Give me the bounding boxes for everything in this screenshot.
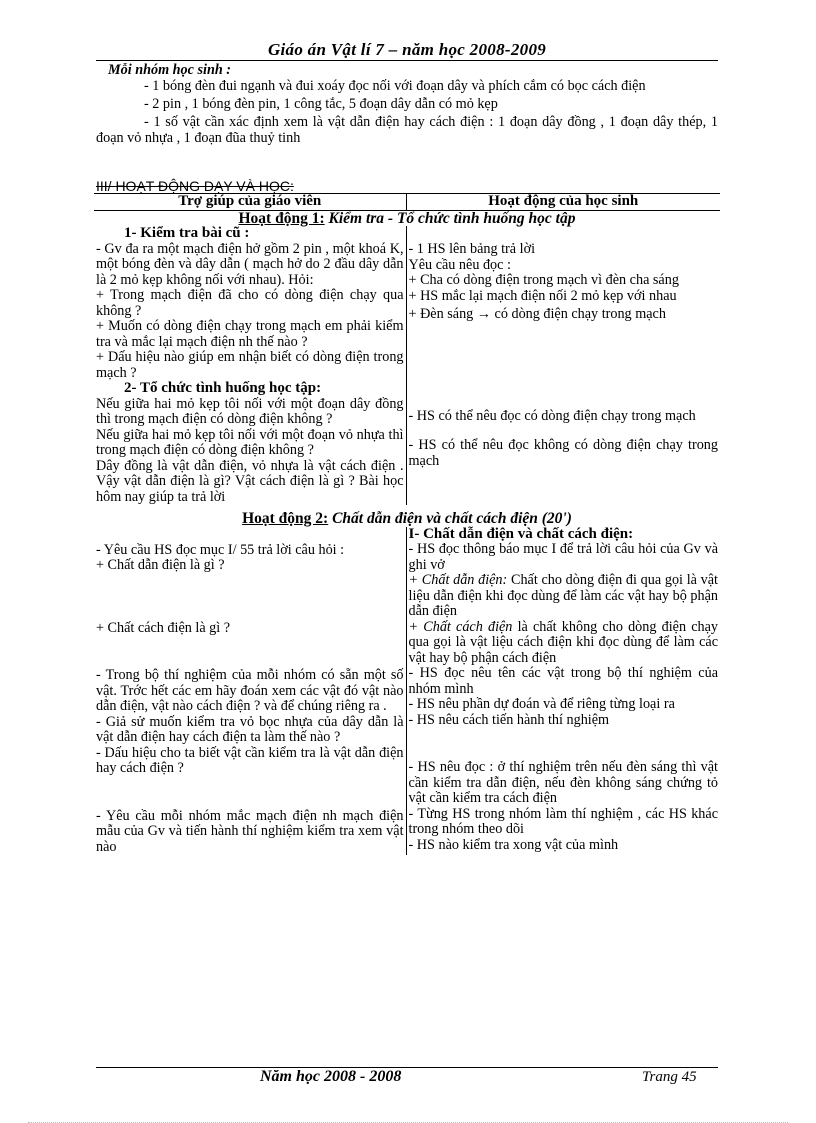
student-text: - HS nêu phần dự đoán và để riêng từng loại ra (408, 696, 675, 712)
activity-1-label: Hoạt động 1: (238, 209, 325, 227)
student-text: + Chất cách điện là chất không cho dòng điện chạy qua gọi là vật liệu cách điện khi đọc dùng để làm các vật hay bộ phận cách điện (408, 618, 719, 666)
student-cell (406, 226, 720, 505)
activity-1-row (94, 210, 720, 226)
teacher-text: - Trong bộ thí nghiệm của mỗi nhóm có sẵn một số vật. Trớc hết các em hãy đoán xem các vật đó vật nào dẫn điện, vật nào cách điện ? và để chúng riêng ra . (96, 667, 404, 714)
teacher-text: + Chất cách điện là gì ? (96, 619, 231, 636)
student-text: - HS đọc nêu tên các vật trong bộ thí nghiệm của nhóm mình (408, 665, 718, 697)
student-text: + Đèn sáng → có dòng điện chạy trong mạch (408, 306, 666, 322)
student-text: + HS mắc lại mạch điện nối 2 mỏ kẹp với nhau (408, 287, 677, 304)
teacher-text: Nếu giữa hai mỏ kẹp tôi nối với một đoạn vỏ nhựa thì trong mạch điện có dòng điện không ? (96, 426, 404, 458)
page-header: Giáo án Vật lí 7 – năm học 2008-2009 (267, 40, 547, 59)
activity-2-row (94, 505, 720, 527)
term-insulator: + Chất cách điện (408, 618, 513, 635)
student-text: - HS nêu đọc : ở thí nghiệm trên nếu đèn sáng thì vật cần kiểm tra dẫn điện, nếu đèn không sáng chứng tỏ vật cần kiểm tra cách điện (408, 759, 718, 806)
section-heading: III/ HOẠT ĐỘNG DẠY VÀ HỌC: (96, 178, 294, 194)
teacher-text: + Trong mạch điện đã cho có dòng điện chạy qua không ? (96, 287, 404, 319)
footer-rule (96, 1067, 718, 1068)
header-rule (96, 60, 718, 61)
student-text: - Từng HS trong nhóm làm thí nghiệm , các HS khác trong nhóm theo dõi (408, 805, 718, 837)
materials-line: - 1 số vật cần xác định xem là vật dẫn điện hay cách điện : 1 đoạn dây đồng , 1 đoạn dây thép, 1 đoạn vỏ nhựa , 1 đoạn đũa thuỷ tinh (96, 114, 718, 146)
table-row (94, 527, 720, 856)
teacher-text: + Muốn có dòng điện chạy trong mạch em phải kiểm tra và mắc lại mạch điện nh thế nào ? (96, 318, 404, 350)
materials-title: Mỗi nhóm học sinh : (108, 62, 231, 78)
student-text: - HS đọc thông báo mục I để trả lời câu hỏi của Gv và ghi vở (408, 541, 718, 573)
teacher-text: - Yêu cầu mỗi nhóm mắc mạch điện nh mạch điện mẫu của Gv và tiến hành thí nghiệm kiểm tra xem vật nào (96, 807, 404, 855)
footer-year: Năm học 2008 - 2008 (260, 1068, 402, 1085)
activity-2-label: Hoạt động 2: (242, 510, 329, 527)
teacher-cell (94, 226, 406, 505)
page-number: Trang 45 (642, 1069, 697, 1085)
student-text: - 1 HS lên bảng trả lời (408, 241, 536, 257)
table-row (94, 226, 720, 505)
student-text: - HS nào kiểm tra xong vật của mình (408, 836, 619, 853)
teacher-text: + Dấu hiệu nào giúp em nhận biết có dòng điện trong mạch ? (96, 349, 404, 381)
subheading: 2- Tổ chức tình huống học tập: (124, 380, 322, 396)
teacher-text: Dây đồng là vật dẫn điện, vỏ nhựa là vật cách điện . Vậy vật dẫn điện là gì? Vật cách điện là gì ? Bài học hôm nay giúp ta trả lời (96, 457, 404, 505)
activity-1-title: Kiểm tra - Tổ chức tình huống học tập (324, 209, 576, 227)
teacher-text: - Gv đa ra một mạch điện hở gồm 2 pin , một khoá K, một bóng đèn và dây dẫn ( mạch hở do 2 đầu dây dẫn là 2 mỏ kẹp không nối với nhau). Hỏi: (96, 240, 404, 288)
teacher-text: Nếu giữa hai mỏ kẹp tôi nối với một đoạn dây đồng thì trong mạch điện có dòng điện không ? (96, 395, 404, 427)
teacher-text: - Dấu hiệu cho ta biết vật cần kiểm tra là vật dẫn điện hay cách điện ? (96, 744, 404, 776)
materials-line: - 2 pin , 1 bóng đèn pin, 1 công tắc, 5 đoạn dây dẫn có mỏ kẹp (144, 96, 498, 112)
teacher-cell (94, 527, 406, 856)
materials-line: - 1 bóng đèn đui ngạnh và đui xoáy đọc nối với đoạn dây và phích cắm có bọc cách điện (144, 78, 646, 94)
subheading: 1- Kiểm tra bài cũ : (124, 225, 250, 241)
student-text: Yêu cầu nêu đọc : (408, 256, 511, 273)
materials-section (96, 62, 718, 146)
student-text: - HS nêu cách tiến hành thí nghiệm (408, 711, 610, 728)
activity-2-title: Chất dẫn điện và chất cách điện (20') (328, 510, 572, 527)
table-header-row (94, 194, 720, 211)
subheading: I- Chất dẫn điện và chất cách điện: (408, 525, 634, 542)
student-cell (406, 527, 720, 856)
student-text: + Chất dẫn điện: Chất cho dòng điện đi qua gọi là vật liệu dẫn điện khi đọc dùng để làm các vật hay bộ phận dẫn điện (408, 572, 718, 619)
lesson-table (94, 193, 720, 855)
teacher-text: - Giả sử muốn kiểm tra vỏ bọc nhựa của dây dẫn là vật dẫn điện hay cách điện ta làm thế nào ? (96, 713, 404, 745)
teacher-text: - Yêu cầu HS đọc mục I/ 55 trả lời câu hỏi : (96, 541, 345, 558)
column-header-teacher: Trợ giúp của giáo viên (94, 194, 406, 211)
student-text: - HS có thể nêu đọc không có dòng điện chạy trong mạch (408, 437, 718, 469)
student-text: - HS có thể nêu đọc có dòng điện chạy trong mạch (408, 407, 696, 424)
term-conductor: + Chất dẫn điện: (408, 572, 508, 588)
column-header-student: Hoạt động của học sinh (406, 194, 720, 211)
student-text: + Cha có dòng điện trong mạch vì đèn cha sáng (408, 272, 679, 288)
teacher-text: + Chất dẫn điện là gì ? (96, 557, 225, 573)
